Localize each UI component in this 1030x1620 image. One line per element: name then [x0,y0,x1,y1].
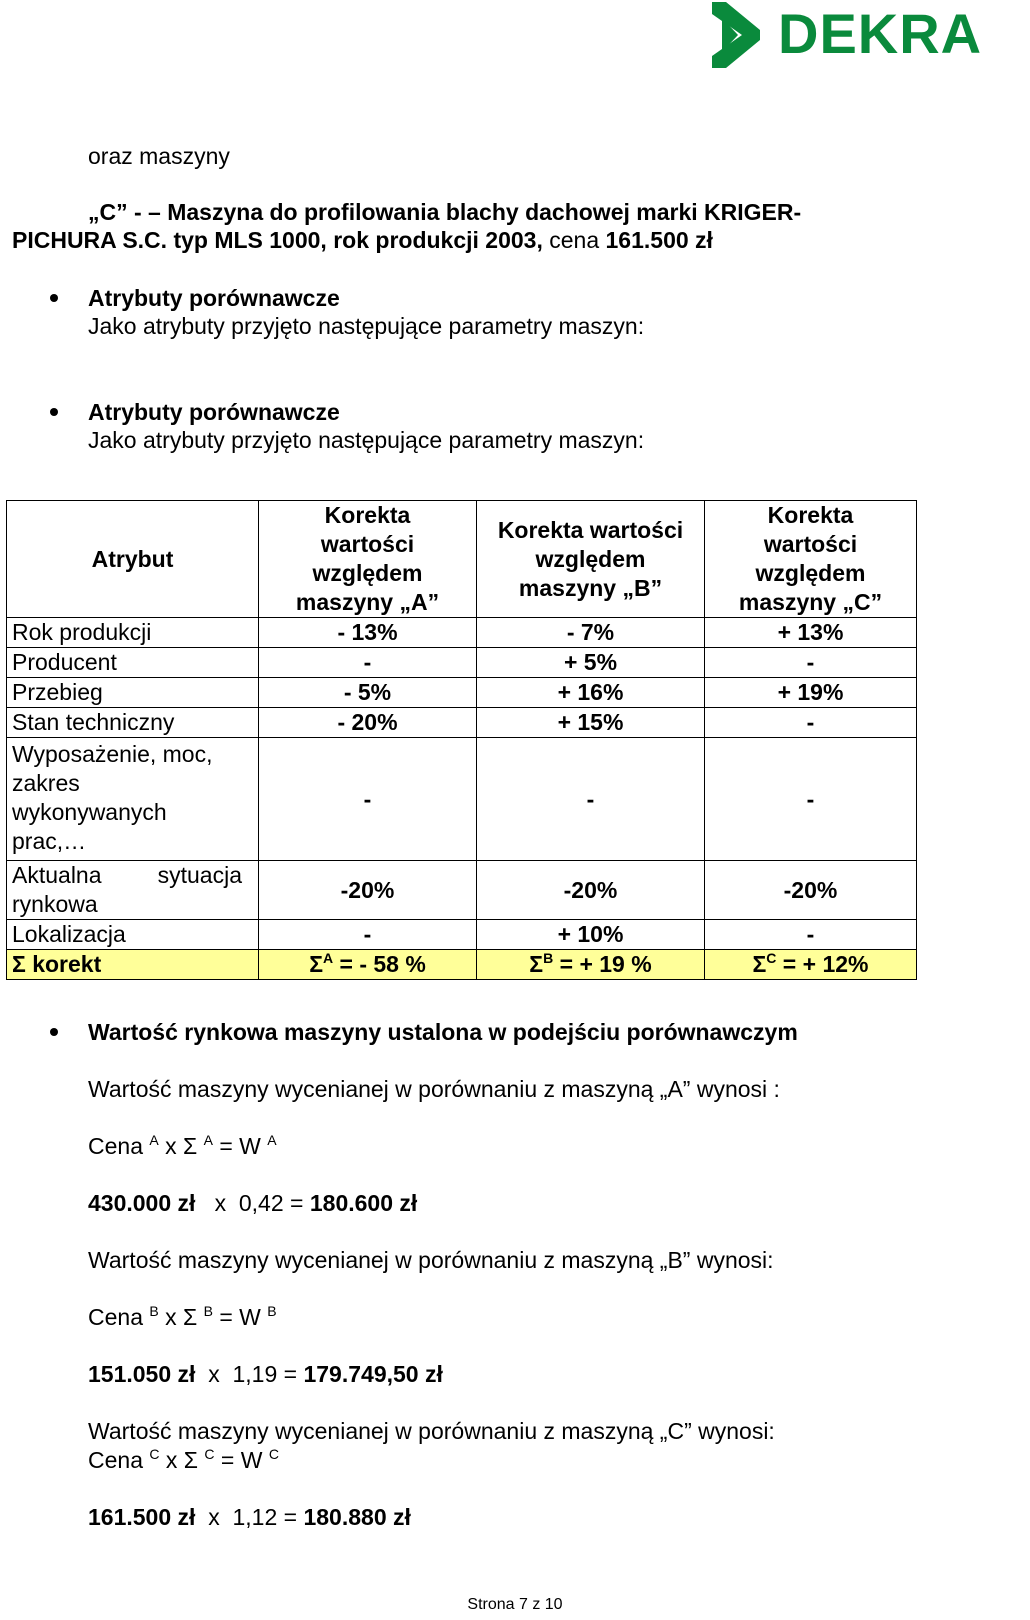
cell-c: + 13% [705,618,917,648]
table-row [7,920,917,950]
table-row [7,678,917,708]
machine-c-line2-plain: cena [542,227,606,253]
page-footer: Strona 7 z 10 [467,1596,563,1613]
bullet-icon [50,408,58,416]
cell-a: - 5% [259,678,477,708]
header-b-line: względem [535,545,646,572]
cell-b: + 5% [477,648,705,678]
calc-factor: x 0,42 = [195,1190,310,1216]
header-a-line: Korekta [324,502,411,528]
formula-text: Cena [88,1133,150,1159]
sum-b-value: = + 19 % [553,951,652,977]
formula-sup: A [203,1132,213,1148]
sum-c-sup: C [766,950,777,966]
formula-text: = W [212,1133,268,1159]
row-label [7,861,259,920]
comparison-table [6,500,917,980]
cell-c: - [705,708,917,738]
row-label-line [12,861,242,890]
machine-c-line2-bold: PICHURA S.C. typ MLS 1000, rok produkcji 2003, [12,227,543,253]
formula-sup: A [267,1132,277,1148]
header-c-line: maszyny „C” [738,589,883,615]
cell-c: - [705,920,917,950]
cell-c: + 19% [705,678,917,708]
row-label: Stan techniczny [7,708,259,738]
section1-title: Atrybuty porównawcze [88,285,340,311]
formula-sup: B [149,1303,159,1319]
cell-c: - [705,648,917,678]
logo-text: DEKRA [778,2,983,65]
value-b-calc [88,1360,443,1389]
formula-sup: C [204,1446,215,1462]
row-label [7,738,259,861]
header-c-line: Korekta [767,502,854,528]
table-sum-row [7,950,917,980]
machine-c-price: 161.500 zł [605,227,713,253]
value-a-intro: Wartość maszyny wycenianej w porównaniu z maszyną „A” wynosi : [88,1076,780,1102]
formula-text: x Σ [158,1304,204,1330]
sum-b [477,950,705,980]
header-c [705,501,917,618]
formula-sup: A [149,1132,159,1148]
header-c-line: wartości [763,531,858,557]
row-label-line: prac,… [12,828,87,854]
formula-text: = W [212,1304,268,1330]
machine-c-line1: „C” - – Maszyna do profilowania blachy dachowej marki KRIGER- [88,199,802,225]
row-label: Rok produkcji [7,618,259,648]
value-b-intro: Wartość maszyny wycenianej w porównaniu z maszyną „B” wynosi: [88,1247,774,1273]
value-a-formula [88,1132,277,1161]
formula-text: x Σ [158,1133,204,1159]
header-b [477,501,705,618]
cell-b: - 7% [477,618,705,648]
cell-a: - 13% [259,618,477,648]
calc-result: 180.600 zł [309,1190,418,1216]
cell-b: -20% [477,861,705,920]
row-label-word: Aktualna [12,862,102,888]
row-label: Lokalizacja [7,920,259,950]
table-row [7,618,917,648]
row-label-line: wykonywanych [12,799,167,825]
header-a-line: względem [312,560,423,586]
calc-price: 151.050 zł [88,1361,196,1387]
dekra-logo [712,0,983,70]
table-row [7,861,917,920]
sum-a-sup: A [323,950,334,966]
value-c-calc [88,1503,411,1532]
value-b-formula [88,1303,277,1332]
calc-factor: x 1,12 = [195,1504,304,1530]
formula-sup: B [267,1303,277,1319]
formula-sup: C [268,1446,279,1462]
section1-text: Jako atrybuty przyjęto następujące parametry maszyn: [88,313,645,339]
cell-a: -20% [259,861,477,920]
sigma-symbol: Σ [309,951,323,977]
row-label-line: rynkowa [12,891,98,917]
sum-a [259,950,477,980]
sum-b-sup: B [543,950,554,966]
formula-text: Cena [88,1304,150,1330]
table-header-row [7,501,917,618]
bullet-icon [50,294,58,302]
row-label: Producent [7,648,259,678]
bullet-icon [50,1028,58,1036]
cell-a: - [259,648,477,678]
calc-result: 180.880 zł [303,1504,411,1530]
sigma-symbol: Σ [752,951,767,977]
cell-b: + 10% [477,920,705,950]
header-attr: Atrybut [7,501,259,618]
cell-b: + 15% [477,708,705,738]
header-a-line: wartości [320,531,415,557]
cell-b: - [477,738,705,861]
formula-sup: C [149,1446,160,1462]
calc-price: 161.500 zł [88,1504,196,1530]
machine-c-line2 [12,226,713,255]
header-b-line: maszyny „B” [518,574,663,601]
header-b-line: Korekta wartości [497,516,684,543]
cell-a: - 20% [259,708,477,738]
formula-text: x Σ [159,1447,205,1473]
cell-a: - [259,920,477,950]
sum-label: Σ korekt [7,950,259,980]
row-label-line: zakres [12,770,80,796]
section2-text: Jako atrybuty przyjęto następujące parametry maszyn: [88,427,645,453]
row-label: Przebieg [7,678,259,708]
cell-b: + 16% [477,678,705,708]
sum-c [705,950,917,980]
sum-c-value: = + 12% [776,951,869,977]
section2-title: Atrybuty porównawcze [88,399,340,425]
intro-line: oraz maszyny [88,143,230,169]
formula-text: = W [214,1447,269,1473]
value-c-intro: Wartość maszyny wycenianej w porównaniu z maszyną „C” wynosi: [88,1418,775,1444]
sigma-symbol: Σ [529,951,544,977]
header-a-line: maszyny „A” [295,589,440,615]
value-c-formula [88,1446,279,1475]
calc-result: 179.749,50 zł [303,1361,443,1387]
sum-a-value: = - 58 % [333,951,426,977]
table-row [7,648,917,678]
cell-c: - [705,738,917,861]
cell-c: -20% [705,861,917,920]
value-a-calc [88,1189,417,1218]
formula-sup: B [203,1303,213,1319]
formula-text: Cena [88,1447,150,1473]
cell-a: - [259,738,477,861]
header-c-line: względem [755,560,866,586]
calc-factor: x 1,19 = [195,1361,304,1387]
calc-price: 430.000 zł [88,1190,196,1216]
table-row [7,738,917,861]
row-label-word: sytuacja [157,862,242,888]
header-a [259,501,477,618]
section3-title: Wartość rynkowa maszyny ustalona w podejściu porównawczym [88,1019,798,1045]
table-row [7,708,917,738]
row-label-line: Wyposażenie, moc, [12,741,213,767]
